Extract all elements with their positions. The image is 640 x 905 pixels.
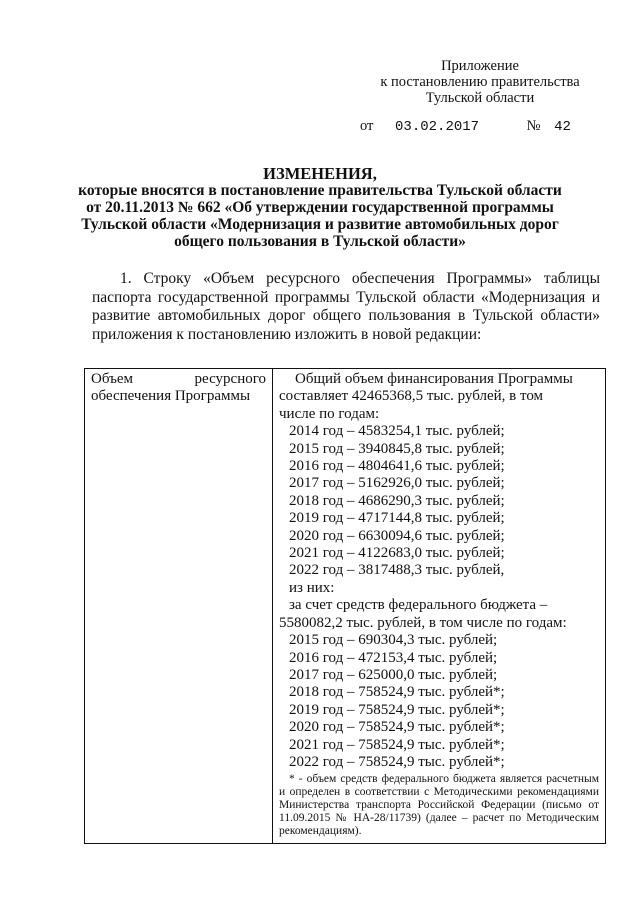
list-item: 2019 год – 758524,9 тыс. рублей*; bbox=[289, 701, 505, 718]
date-prefix: от bbox=[360, 118, 374, 134]
of-them-label: из них: bbox=[289, 579, 335, 596]
list-item: 2021 год – 4122683,0 тыс. рублей; bbox=[289, 545, 505, 562]
resource-table bbox=[84, 368, 606, 844]
years-federal-list bbox=[279, 632, 599, 771]
row-label: Объем ресурсного обеспечения Программы bbox=[91, 371, 266, 404]
title-line-3: Тульской области «Модернизация и развитие автомобильных дорог bbox=[81, 216, 559, 233]
document-title bbox=[40, 165, 600, 250]
list-item: 2022 год – 758524,9 тыс. рублей*; bbox=[289, 753, 505, 770]
row-label-cell bbox=[85, 369, 273, 844]
list-item: 2022 год – 3817488,3 тыс. рублей, bbox=[289, 562, 505, 579]
list-item: 2017 год – 625000,0 тыс. рублей; bbox=[289, 666, 498, 683]
appendix-line-3: Тульской области bbox=[425, 90, 535, 106]
list-item: 2014 год – 4583254,1 тыс. рублей; bbox=[289, 423, 505, 440]
list-item: 2015 год – 690304,3 тыс. рублей; bbox=[289, 632, 498, 649]
title-line-2: от 20.11.2013 № 662 «Об утверждении государственной программы bbox=[86, 199, 554, 216]
total-line-1: Общий объем финансирования Программы bbox=[295, 371, 573, 387]
paragraph-1: 1. Строку «Объем ресурсного обеспечения Программы» таблицы паспорта государственной программы Тульской области «Модернизация и развитие автомобильных дорог общего пользования в Тульской области» приложения к постановлению изложить в новой редакции: bbox=[92, 270, 600, 343]
list-item: 2017 год – 5162926,0 тыс. рублей; bbox=[289, 475, 505, 492]
list-item: 2020 год – 758524,9 тыс. рублей*; bbox=[289, 719, 505, 736]
title-line-1: которые вносятся в постановление правительства Тульской области bbox=[78, 182, 562, 199]
total-line-3: числе по годам: bbox=[279, 405, 380, 422]
document-date-number bbox=[360, 118, 571, 135]
total-line-2: составляет 42465368,5 тыс. рублей, в том bbox=[279, 388, 544, 405]
federal-line-2: 5580082,2 тыс. рублей, в том числе по годам: bbox=[279, 614, 567, 631]
appendix-line-2: к постановлению правительства bbox=[380, 74, 580, 90]
number-prefix: № bbox=[526, 118, 541, 134]
document-number: 42 bbox=[554, 119, 571, 135]
years-total-list bbox=[279, 423, 599, 597]
list-item: 2020 год – 6630094,6 тыс. рублей; bbox=[289, 527, 505, 544]
list-item: 2016 год – 4804641,6 тыс. рублей; bbox=[289, 458, 505, 475]
list-item: 2015 год – 3940845,8 тыс. рублей; bbox=[289, 440, 505, 457]
title-heading: ИЗМЕНЕНИЯ, bbox=[263, 164, 377, 183]
row-value-cell bbox=[273, 369, 606, 844]
appendix-block bbox=[340, 58, 620, 106]
document-date: 03.02.2017 bbox=[395, 119, 480, 135]
title-line-4: общего пользования в Тульской области» bbox=[174, 233, 466, 250]
list-item: 2018 год – 758524,9 тыс. рублей*; bbox=[289, 684, 505, 701]
list-item: 2021 год – 758524,9 тыс. рублей*; bbox=[289, 736, 505, 753]
list-item: 2018 год – 4686290,3 тыс. рублей; bbox=[289, 492, 505, 509]
appendix-line-1: Приложение bbox=[441, 58, 519, 74]
list-item: 2016 год – 472153,4 тыс. рублей; bbox=[289, 649, 498, 666]
footnote: * - объем средств федерального бюджета является расчетным и определен в соответствии с Методическими рекомендациями Министерства транспорта Российской Федерации (письмо от 11.09.2015 № НА-28/11739) (далее – расчет по Методическим рекомендациям). bbox=[279, 773, 599, 838]
table-row bbox=[85, 369, 606, 844]
list-item: 2019 год – 4717144,8 тыс. рублей; bbox=[289, 510, 505, 527]
federal-line-1: за счет средств федерального бюджета – bbox=[289, 597, 548, 614]
